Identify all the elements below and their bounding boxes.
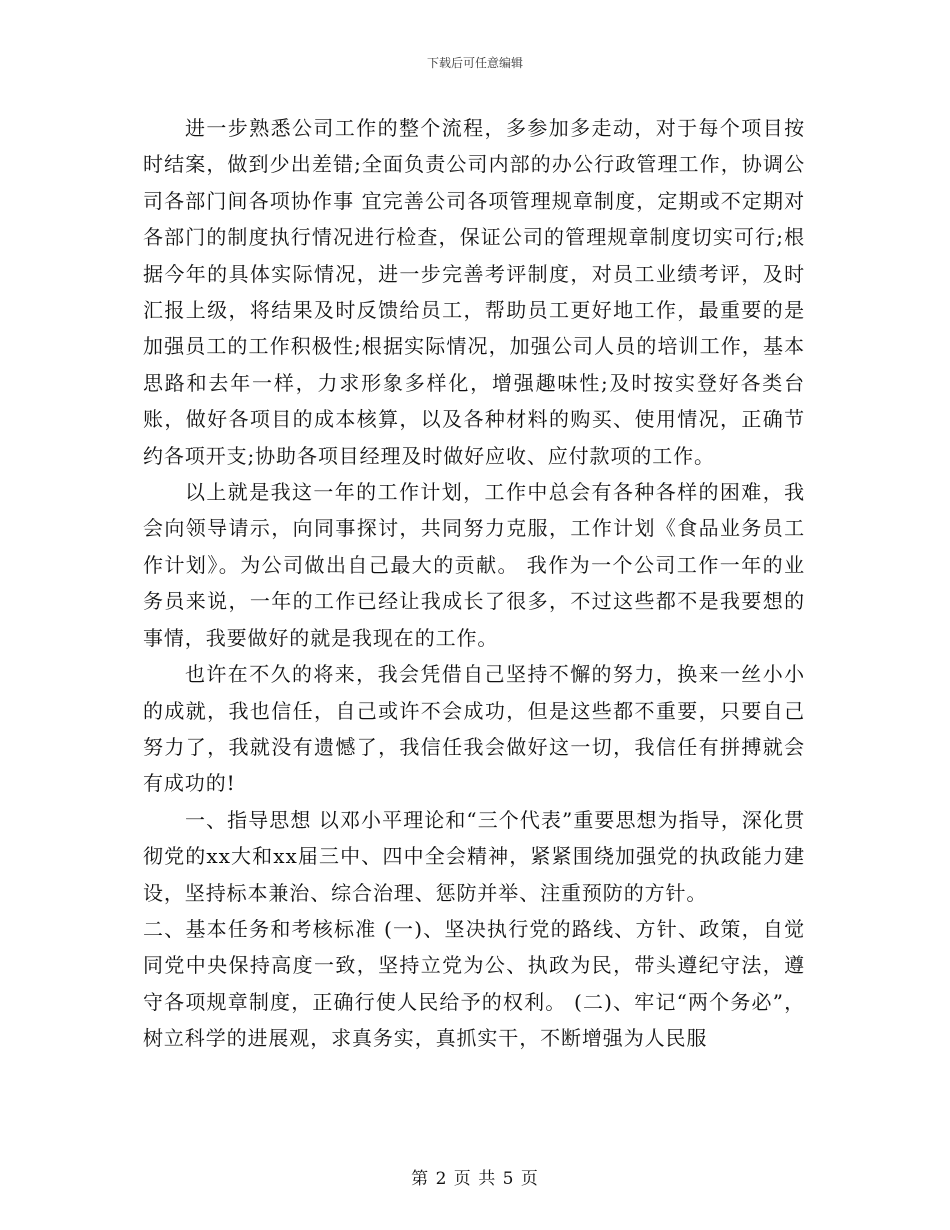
page-header-note: 下载后可任意编辑 — [426, 56, 523, 70]
paragraph-summary: 以上就是我这一年的工作计划，工作中总会有各种各样的困难，我会向领导请示，向同事探讨，共同努力克服，工作计划《食品业务员工作计划》。为公司做出自己最大的贡献。 我作为一个公司工作一年的业务员来说，一年的工作已经让我成长了很多，不过这些都不是我要想的事情，我要做好的就是我现在的工作。 — [143, 480, 805, 650]
paragraph-tasks-standards: 二、基本任务和考核标准 (一)、坚决执行党的路线、方针、政策，自觉同党中央保持高度一致，坚持立党为公、执政为民，带头遵纪守法，遵守各项规章制度，正确行使人民给予的权利。 (二)、牢记“两个务必”，树立科学的进展观，求真务实，真抓实干，不断增强为人民服 — [143, 916, 805, 1051]
page-number-footer: 第 2 页 共 5 页 — [411, 1169, 539, 1189]
paragraph-work-duties: 进一步熟悉公司工作的整个流程，多参加多走动，对于每个项目按时结案，做到少出差错;全面负责公司内部的办公行政管理工作，协调公司各部门间各项协作事 宜完善公司各项管理规章制度，定期或不定期对各部门的制度执行情况进行检查，保证公司的管理规章制度切实可行;根据今年的具体实际情况，进一步完善考评制度，对员工业绩考评，及时汇报上级，将结果及时反馈给员工，帮助员工更好地工作，最重要的是加强员工的工作积极性;根据实际情况，加强公司人员的培训工作，基本思路和去年一样，力求形象多样化，增强趣味性;及时按实登好各类台账，做好各项目的成本核算，以及各种材料的购买、使用情况，正确节约各项开支;协助各项目经理及时做好应收、应付款项的工作。 — [143, 116, 805, 468]
document-body — [143, 110, 805, 1057]
paragraph-guiding-thought: 一、指导思想 以邓小平理论和“三个代表”重要思想为指导，深化贯彻党的xx大和xx届三中、四中全会精神，紧紧围绕加强党的执政能力建设，坚持标本兼治、综合治理、惩防并举、注重预防的方针。 — [143, 807, 805, 905]
paragraph-outlook: 也许在不久的将来，我会凭借自己坚持不懈的努力，换来一丝小小的成就，我也信任，自己或许不会成功，但是这些都不重要，只要自己努力了，我就没有遗憾了，我信任我会做好这一切，我信任有拼搏就会有成功的! — [143, 662, 805, 796]
